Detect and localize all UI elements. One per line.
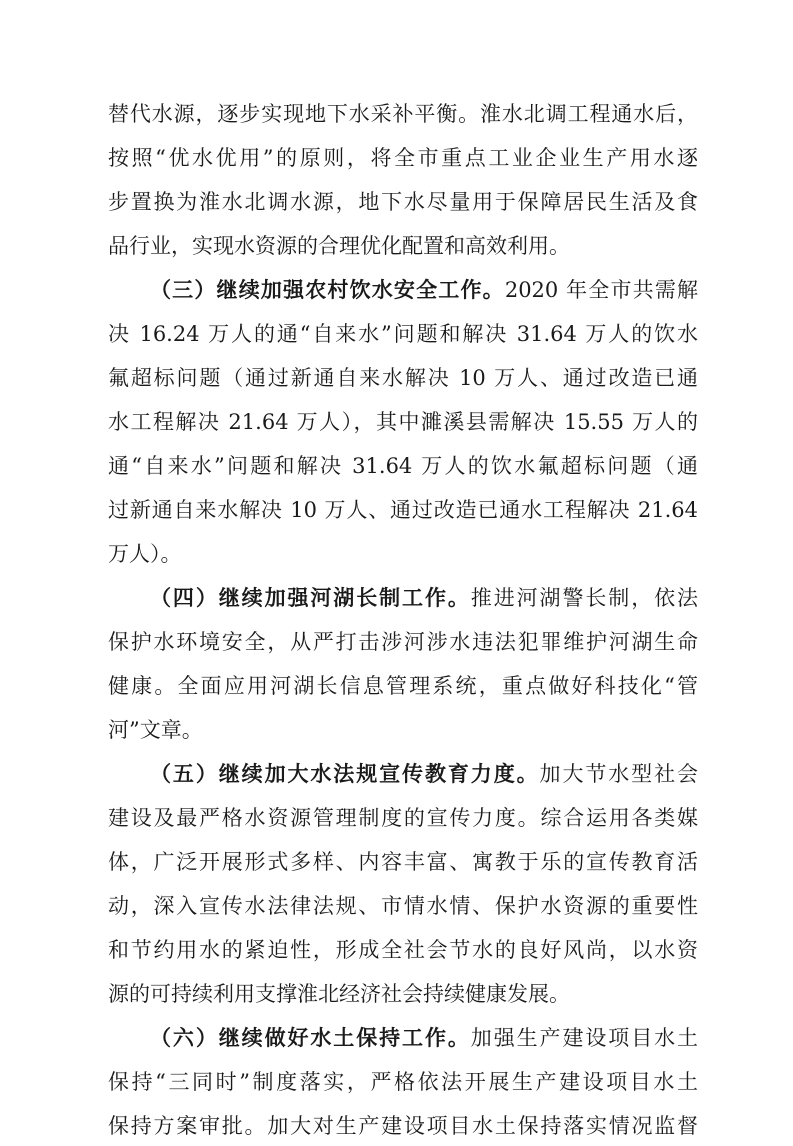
body-line xyxy=(108,358,698,398)
body-line xyxy=(108,402,698,442)
line-text: 体，广泛开展形式多样、内容丰富、寓教于乐的宣传教育活 xyxy=(108,850,698,874)
body-line xyxy=(108,182,698,222)
body-line xyxy=(108,534,698,574)
section-heading: （四）继续加强河湖长制工作。 xyxy=(150,585,471,610)
line-text: 过新通自来水解决 10 万人、通过改造已通水工程解决 21.64 xyxy=(108,498,698,522)
section-heading-line xyxy=(150,578,698,618)
body-line xyxy=(108,1106,698,1138)
section-heading-line xyxy=(150,1018,698,1058)
body-line xyxy=(108,446,698,486)
body-line xyxy=(108,886,698,926)
body-line xyxy=(108,226,698,266)
line-text: 决 16.24 万人的通“自来水”问题和解决 31.64 万人的饮水 xyxy=(108,322,698,346)
line-text: 源的可持续利用支撑淮北经济社会持续健康发展。 xyxy=(108,982,570,1006)
section-heading: （三）继续加强农村饮水安全工作。 xyxy=(150,277,505,302)
line-text: 加强生产建设项目水土 xyxy=(470,1026,699,1050)
line-text: 建设及最严格水资源管理制度的宣传力度。综合运用各类媒 xyxy=(108,806,698,830)
section-heading: （五）继续加大水法规宣传教育力度。 xyxy=(150,761,540,786)
body-line xyxy=(108,974,698,1014)
section-heading-line xyxy=(150,754,698,794)
body-line xyxy=(108,138,698,178)
line-text: 加大节水型社会 xyxy=(539,762,699,786)
line-text: 万人）。 xyxy=(108,542,182,566)
line-text: 健康。全面应用河湖长信息管理系统，重点做好科技化“管 xyxy=(108,674,698,698)
line-text: 品行业，实现水资源的合理优化配置和高效利用。 xyxy=(108,234,570,258)
body-line xyxy=(108,930,698,970)
line-text: 水工程解决 21.64 万人），其中濉溪县需解决 15.55 万人的 xyxy=(108,410,698,434)
line-text: 按照“优水优用”的原则，将全市重点工业企业生产用水逐 xyxy=(108,146,698,170)
section-heading: （六）继续做好水土保持工作。 xyxy=(150,1025,471,1050)
body-line xyxy=(108,798,698,838)
body-line xyxy=(108,314,698,354)
body-line xyxy=(108,666,698,706)
line-text: 氟超标问题（通过新通自来水解决 10 万人、通过改造已通 xyxy=(108,366,698,390)
line-text: 保持“三同时”制度落实，严格依法开展生产建设项目水土 xyxy=(108,1070,698,1094)
line-text: 推进河湖警长制，依法 xyxy=(470,586,699,610)
line-text: 和节约用水的紧迫性，形成全社会节水的良好风尚，以水资 xyxy=(108,938,698,962)
body-line xyxy=(108,842,698,882)
body-line xyxy=(108,622,698,662)
line-text: 保持方案审批。加大对生产建设项目水土保持落实情况监督 xyxy=(108,1114,698,1138)
line-text: 河”文章。 xyxy=(108,718,203,742)
line-text: 动，深入宣传水法律法规、市情水情、保护水资源的重要性 xyxy=(108,894,698,918)
line-text: 2020 年全市共需解 xyxy=(504,278,699,302)
line-text: 步置换为淮水北调水源，地下水尽量用于保障居民生活及食 xyxy=(108,190,698,214)
line-text: 保护水环境安全，从严打击涉河涉水违法犯罪维护河湖生命 xyxy=(108,630,698,654)
line-text: 通“自来水”问题和解决 31.64 万人的饮水氟超标问题（通 xyxy=(108,454,698,478)
body-line xyxy=(108,490,698,530)
section-heading-line xyxy=(150,270,698,310)
body-line xyxy=(108,1062,698,1102)
body-line xyxy=(108,94,698,134)
body-line xyxy=(108,710,698,750)
line-text: 替代水源，逐步实现地下水采补平衡。淮水北调工程通水后， xyxy=(108,102,698,126)
